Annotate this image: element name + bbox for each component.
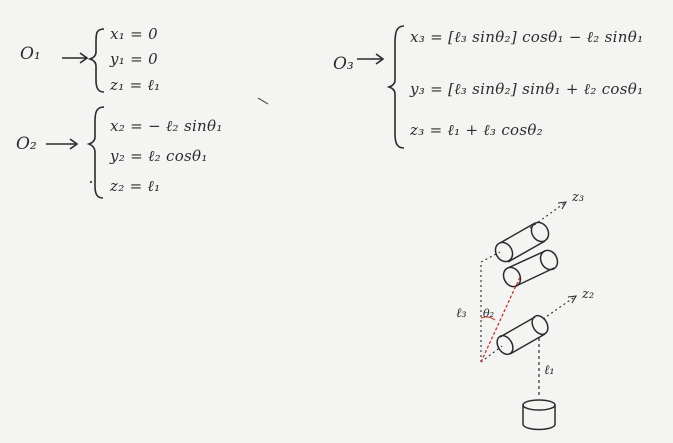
label-z2: z₂ (582, 287, 595, 302)
link-2 (492, 219, 552, 264)
robot-diagram (481, 202, 576, 430)
stray-dot (90, 181, 92, 183)
origin-o1: O₁ (20, 44, 41, 64)
z2-axis (543, 296, 576, 319)
o3-eq-y: y₃ = [ℓ₃ sinθ₂] sinθ₁ + ℓ₂ cosθ₁ (410, 80, 644, 98)
o2-eq-z: z₂ = ℓ₁ (110, 177, 161, 195)
o3-arrow (357, 54, 383, 64)
stray-mark (258, 98, 268, 104)
o1-eq-y: y₁ = 0 (110, 50, 158, 68)
o3-eq-x: x₃ = [ℓ₃ sinθ₂] cosθ₁ − ℓ₂ sinθ₁ (410, 28, 644, 46)
label-theta2: θ₂ (483, 307, 495, 320)
o3-eq-z: z₃ = ℓ₁ + ℓ₃ cosθ₂ (410, 121, 543, 139)
link-1 (494, 313, 551, 357)
o2-eq-x: x₂ = − ℓ₂ sinθ₁ (110, 117, 223, 135)
o3-brace (389, 26, 404, 148)
link-3 (500, 247, 561, 289)
o1-brace (90, 29, 104, 92)
o2-brace (89, 107, 104, 198)
o1-eq-z: z₁ = ℓ₁ (110, 76, 161, 94)
label-l1: ℓ₁ (544, 363, 555, 378)
origin-o3: O₃ (333, 54, 354, 74)
o2-arrow (46, 139, 77, 149)
base-top (523, 400, 555, 410)
o1-arrow (62, 53, 87, 63)
label-l3: ℓ₃ (456, 306, 467, 321)
o2-eq-y: y₂ = ℓ₂ cosθ₁ (110, 147, 208, 165)
o1-eq-x: x₁ = 0 (110, 25, 158, 43)
label-z3: z₃ (572, 190, 585, 205)
z3-axis (530, 202, 566, 228)
origin-o2: O₂ (16, 134, 37, 154)
